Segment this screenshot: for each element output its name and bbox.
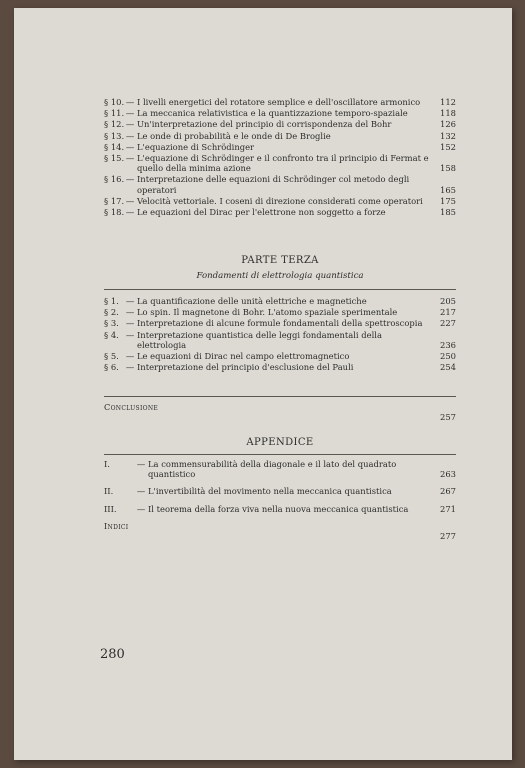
- toc-entry: I. — La commensurabilità della diagonale e il lato del quadrato quantistico 263: [104, 459, 456, 480]
- divider: [104, 396, 456, 397]
- toc-appendix: I. — La commensurabilità della diagonale e il lato del quadrato quantistico 263 II. — L'invertibilità del movimento nella meccanica quantistica 267 III. — Il teorema della forza viva nella nuova meccanica quantistica 271 Indici 277: [104, 459, 456, 542]
- toc-entry: Indici: [104, 520, 129, 531]
- toc-entry: § 18. — Le equazioni del Dirac per l'elettrone non soggetto a forze 185: [104, 207, 456, 218]
- toc-part-two: [104, 97, 456, 217]
- toc-entry: § 4. — Interpretazione quantistica delle leggi fondamentali della elettrologia 236: [104, 329, 456, 350]
- toc-entry: II. — L'invertibilità del movimento nella meccanica quantistica 267: [104, 486, 456, 497]
- toc-entry: Conclusione: [104, 402, 159, 412]
- toc-entry: § 16. — Interpretazione delle equazioni di Schrödinger col metodo degli operatori 165: [104, 174, 456, 195]
- toc-entry: § 10. — I livelli energetici del rotatore semplice e dell'oscillatore armonico 112: [104, 97, 456, 107]
- toc-entry: § 5. — Le equazioni di Dirac nel campo elettromagnetico 250: [104, 351, 456, 362]
- appendix-heading: APPENDICE: [246, 437, 314, 448]
- toc-entry: § 3. — Interpretazione di alcune formule fondamentali della spettroscopia 227: [104, 318, 456, 329]
- part-three-subheading: Fondamenti di elettrologia quantistica: [196, 271, 364, 281]
- toc-entry: § 13. — Le onde di probabilità e le onde di De Broglie 132: [104, 130, 456, 141]
- toc-entry: § 6. — Interpretazione del principio d'esclusione del Pauli 254: [104, 362, 456, 373]
- toc-entry: § 11. — La meccanica relativistica e la quantizzazione temporo-spaziale 118: [104, 108, 456, 119]
- toc-entry: § 17. — Velocità vettoriale. I coseni di direzione considerati come operatori 175: [104, 195, 456, 206]
- toc-entry: § 12. — Un'interpretazione del principio di corrispondenza del Bohr 126: [104, 119, 456, 130]
- toc-conclusion: Conclusione 257: [104, 402, 456, 423]
- part-three-heading: PARTE TERZA: [241, 255, 319, 266]
- toc-entry: § 14. — L'equazione di Schrödinger 152: [104, 141, 456, 152]
- toc-entry: § 2. — Lo spin. Il magnetone di Bohr. L'atomo spaziale sperimentale 217: [104, 307, 456, 318]
- toc-part-three: [104, 296, 456, 372]
- toc-entry: § 15. — L'equazione di Schrödinger e il confronto tra il principio di Fermat e quello della minima azione 158: [104, 153, 456, 174]
- toc-entry: § 1. — La quantificazione delle unità elettriche e magnetiche 205: [104, 296, 456, 306]
- toc-entry: III. — Il teorema della forza viva nella nuova meccanica quantistica 271: [104, 503, 456, 514]
- divider: [104, 454, 456, 455]
- divider: [104, 289, 456, 290]
- page-number: 280: [100, 647, 125, 662]
